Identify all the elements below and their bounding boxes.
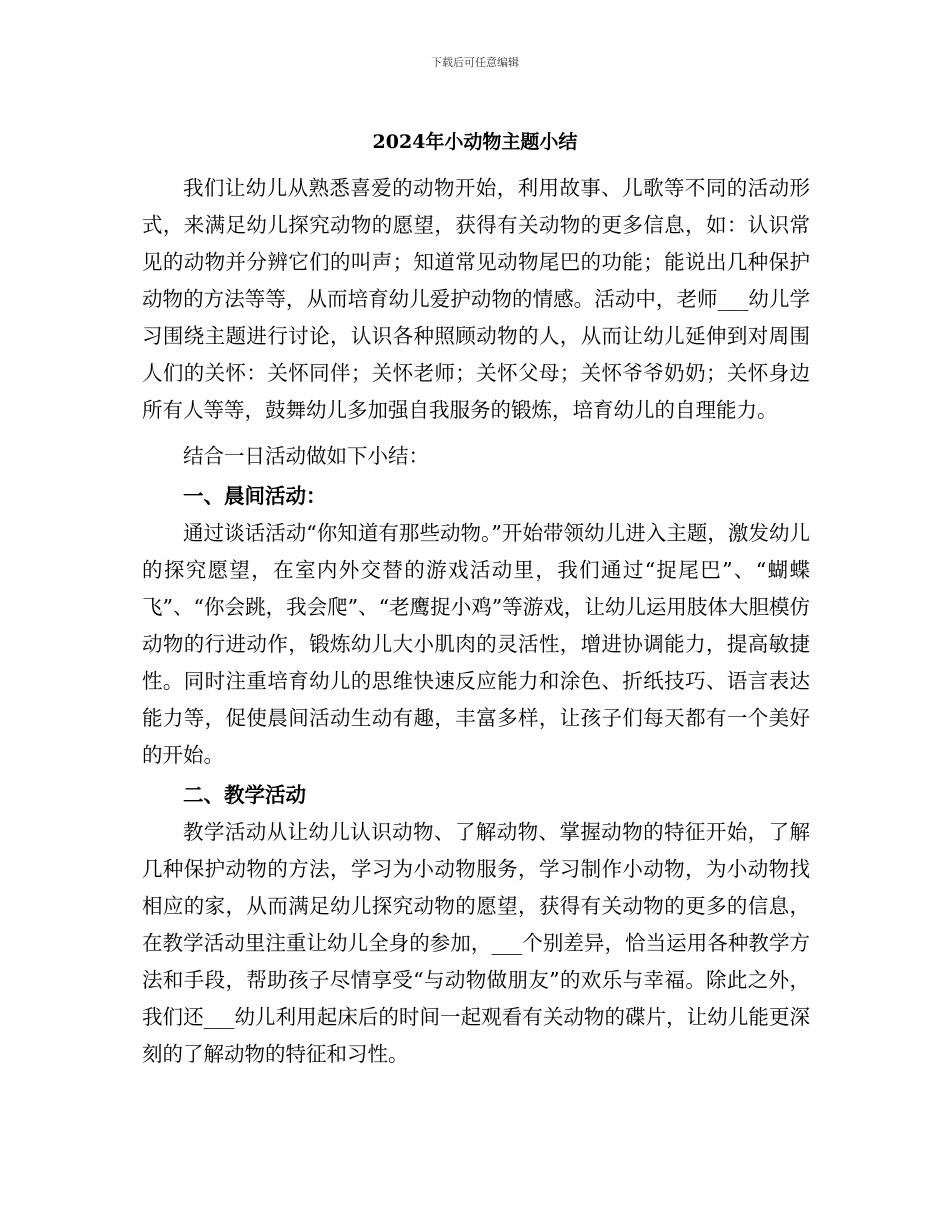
section-heading-teaching-activities: 二、教学活动: [183, 783, 306, 807]
section-paragraph-morning-activities: 通过谈话活动“你知道有那些动物。”开始带领幼儿进入主题，激发幼儿的探究愿望，在室内外交替的游戏活动里，我们通过“捉尾巴”、“蝴蝶飞”、“你会跳，我会爬”、“老鹰捉小鸡”等游戏，让幼儿运用肢体大胆模仿动物的行进动作，锻炼幼儿大小肌肉的灵活性，增进协调能力，提高敏捷性。同时注重培育幼儿的思维快速反应能力和涂色、折纸技巧、语言表达能力等，促使晨间活动生动有趣，丰富多样，让孩子们每天都有一个美好的开始。: [142, 521, 810, 767]
summary-line: 结合一日活动做如下小结：: [183, 444, 429, 468]
document-body: [142, 170, 810, 1073]
section-paragraph-teaching-activities: 教学活动从让幼儿认识动物、了解动物、掌握动物的特征开始，了解几种保护动物的方法，学习为小动物服务，学习制作小动物，为小动物找相应的家，从而满足幼儿探究动物的愿望，获得有关动物的更多的信息，在教学活动里注重让幼儿全身的参加，___个别差异，恰当运用各种教学方法和手段，帮助孩子尽情享受“与动物做朋友”的欢乐与幸福。除此之外，我们还___幼儿利用起床后的时间一起观看有关动物的碟片，让幼儿能更深刻的了解动物的特征和习性。: [142, 820, 810, 1066]
intro-paragraph: 我们让幼儿从熟悉喜爱的动物开始，利用故事、儿歌等不同的活动形式，来满足幼儿探究动物的愿望，获得有关动物的更多信息，如：认识常见的动物并分辨它们的叫声；知道常见动物尾巴的功能；能说出几种保护动物的方法等等，从而培育幼儿爱护动物的情感。活动中，老师___幼儿学习围绕主题进行讨论，认识各种照顾动物的人，从而让幼儿延伸到对周围人们的关怀：关怀同伴；关怀老师；关怀父母；关怀爷爷奶奶；关怀身边所有人等等，鼓舞幼儿多加强自我服务的锻炼，培育幼儿的自理能力。: [142, 176, 810, 422]
section-heading-morning-activities: 一、晨间活动：: [183, 484, 327, 508]
page-header-note: 下载后可任意编辑: [431, 56, 519, 69]
document-title: 2024年小动物主题小结: [372, 131, 578, 153]
